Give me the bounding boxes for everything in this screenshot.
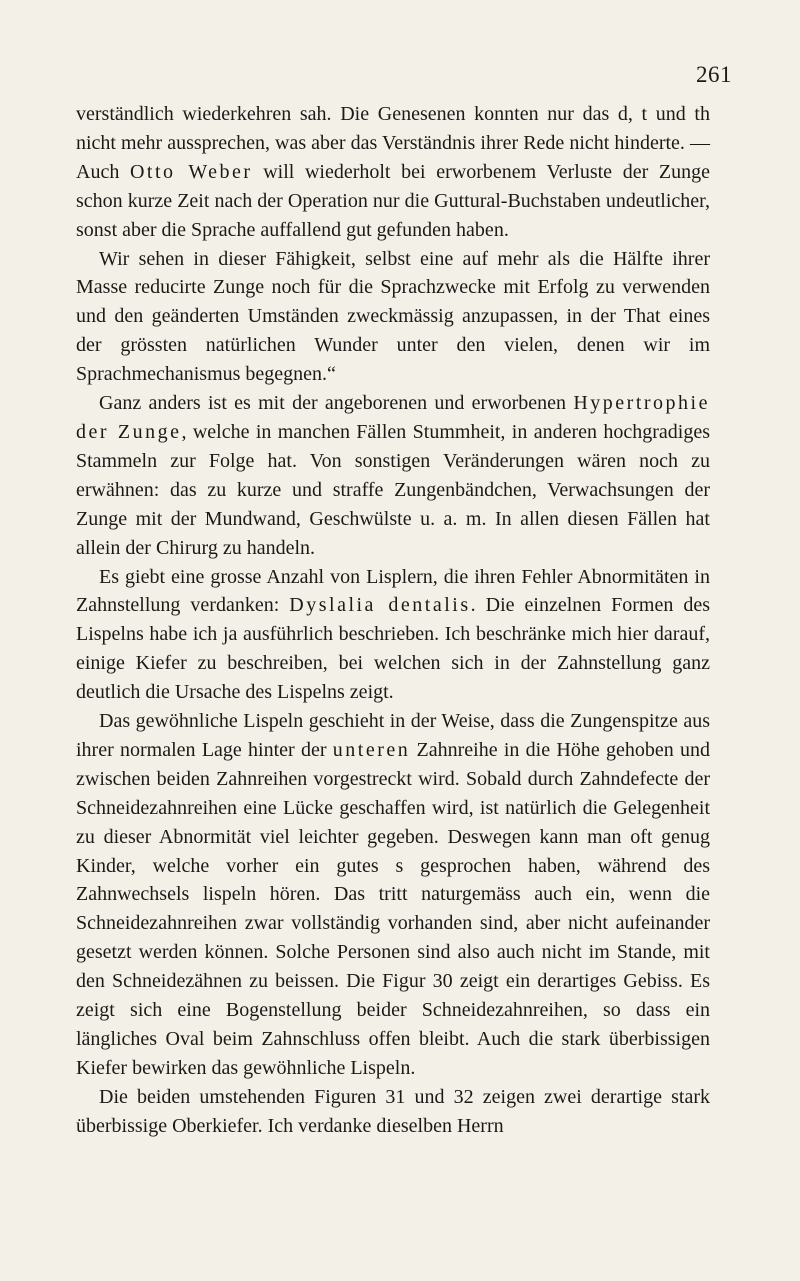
text-run: verständlich wiederkehren sah. Die Genesenen konnten nur das d, t und th nicht mehr aussprechen, was aber das Verständnis ihrer Rede nicht hinderte. — Auch: [76, 103, 710, 183]
emphasized-name: Otto Weber: [129, 160, 253, 183]
paragraph: [76, 389, 710, 562]
emphasized-word: unteren: [332, 738, 411, 761]
text-run: Die beiden umstehenden Figuren 31 und 32 zeigen zwei derartige stark überbissige Oberkiefer. Ich verdanke dieselben Herrn: [76, 1085, 710, 1137]
text-run: Das gewöhnliche Lispeln geschieht in der Weise, dass die Zungenspitze aus ihrer normalen Lage hinter der: [76, 710, 710, 761]
body-text: [76, 100, 710, 1141]
paragraph: [76, 563, 710, 708]
text-run: Ganz anders ist es mit der angeborenen und erworbenen: [99, 392, 574, 415]
text-run: Zahnreihe in die Höhe gehoben und zwischen beiden Zahnreihen vorgestreckt wird. Sobald durch Zahndefecte der Schneidezahnreihen eine Lücke geschaffen wird, ist natürlich die Gelegenheit zu dieser Abnormität viel leichter gegeben. Deswegen kann man oft genug Kinder, welche vorher ein gutes s gesprochen haben, während des Zahnwechsels lispeln hören. Das tritt naturgemäss auch ein, wenn die Schneidezahnreihen zwar vollständig vorhanden sind, aber nicht aufeinander gesetzt werden können. Solche Personen sind also auch nicht im Stande, mit den Schneidezähnen zu beissen. Die Figur 30 zeigt ein derartiges Gebiss. Es zeigt sich eine Bogenstellung beider Schneidezahnreihen, so dass ein längliches Oval beim Zahnschluss offen bleibt. Auch die stark überbissigen Kiefer bewirken das gewöhnliche Lispeln.: [76, 738, 710, 1079]
page-number: 261: [696, 62, 732, 87]
paragraph: [76, 100, 710, 245]
paragraph: [76, 707, 710, 1083]
text-run: Es giebt eine grosse Anzahl von Lisplern, die ihren Fehler Abnormitäten in Zahnstellung verdanken:: [76, 565, 710, 617]
emphasized-term: Dyslalia dentalis: [289, 594, 471, 617]
text-run: . Die einzelnen Formen des Lispelns habe ich ja ausführlich beschrieben. Ich beschränke mich hier darauf, einige Kiefer zu beschreiben, bei welchen sich in der Zahnstellung ganz deutlich die Ursache des Lispelns zeigt.: [76, 594, 711, 704]
emphasized-term: Hypertrophie der Zunge: [76, 392, 710, 443]
text-run: Wir sehen in dieser Fähigkeit, selbst eine auf mehr als die Hälfte ihrer Masse reducirte Zunge noch für die Sprachzwecke mit Erfolg zu verwenden und den geänderten Umständen zweckmässig anzupassen, in der That eines der grössten natürlichen Wunder unter den vielen, denen wir im Sprachmechanismus begegnen.“: [76, 247, 710, 386]
text-run: will wiederholt bei erworbenem Verluste der Zunge schon kurze Zeit nach der Operation nur die Guttural-Buchstaben undeutlicher, sonst aber die Sprache auffallend gut gefunden haben.: [76, 160, 710, 241]
paragraph: [76, 1083, 710, 1141]
text-run: , welche in manchen Fällen Stummheit, in anderen hochgradiges Stammeln zur Folge hat. Von sonstigen Veränderungen wären noch zu erwähnen: das zu kurze und straffe Zungenbändchen, Verwachsungen der Zunge mit der Mundwand, Geschwülste u. a. m. In allen diesen Fällen hat allein der Chirurg zu handeln.: [76, 420, 710, 559]
paragraph: [76, 245, 710, 390]
